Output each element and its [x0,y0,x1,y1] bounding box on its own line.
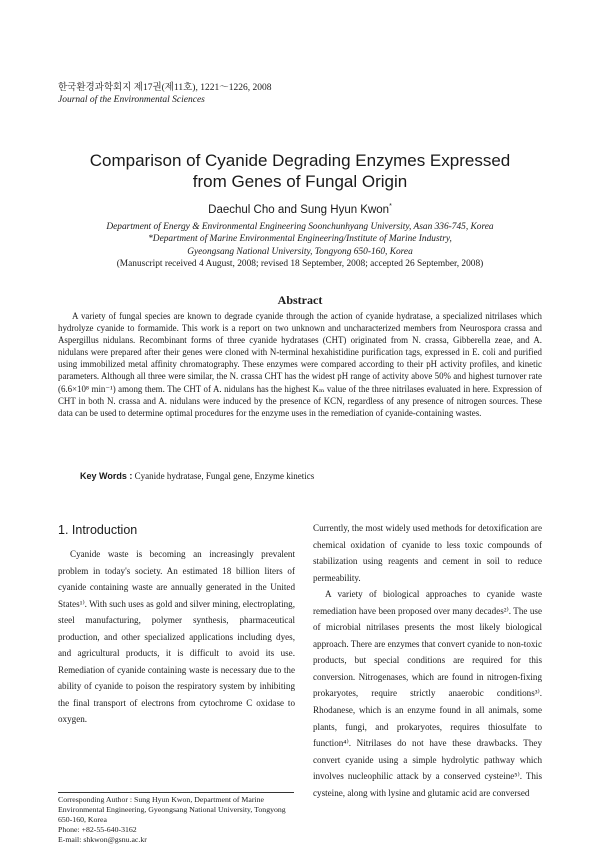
affiliation-1: Department of Energy & Environmental Engineering Soonchunhyang University, Asan 336-745, Korea [106,222,494,232]
footnote-divider [58,792,294,793]
intro-paragraph-3: A variety of biological approaches to cyanide waste remediation have been proposed over many decades²⁾. The use of microbial nitrilases presents the most likely biological approach. There are enzymes that convert cyanide to non-toxic products, but special conditions are required for this conversion. Nitrogenases, which are found in nitrogen-fixing prokaryotes, require strictly anaerobic conditions³⁾. Rhodanese, which is an enzyme found in all animals, some plants, fungi, and prokaryotes, requires thiosulfate to function⁴⁾. Nitrilases do not have these drawbacks. They convert cyanide using a simple hydrolytic pathway which involves nucleophilic attack by a conserved cysteine⁵⁾. This cysteine, along with lysine and glutamic acid are conversed [313,589,542,798]
footnote-author: Corresponding Author : Sung Hyun Kwon, Department of Marine Environmental Engineering, Gyeongsang National University, Tongyong 650-160, Korea [58,795,286,824]
intro-paragraph-2: Currently, the most widely used methods for detoxification are chemical oxidation of cyanide to less toxic compounds of stabilization using reagents and cement in soil to reduce permeability. [313,523,542,583]
section-heading-introduction: 1. Introduction [58,523,138,537]
keywords-label: Key Words : [80,471,133,481]
corresponding-author-footnote [58,795,295,845]
intro-paragraph-1: Cyanide waste is becoming an increasingly prevalent problem in today's society. An estimated 18 billion liters of cyanide containing waste are annually generated in the United States¹⁾. With such uses as gold and silver mining, electroplating, steel manufacturing, polymer synthesis, pharmaceutical production, and other specialized applications including dyes, and agricultural products, it is difficult to avoid its use. Remediation of cyanide containing waste is necessary due to the ability of cyanide to poison the respiratory system by inhibiting the final transport of electrons from cytochrome C oxidase to oxygen. [58,549,295,725]
author-mark: * [389,203,392,210]
affiliation-2: *Department of Marine Environmental Engineering/Institute of Marine Industry, [148,234,452,245]
left-column [58,520,295,728]
author-list [0,203,600,216]
footnote-email: E-mail: shkwon@gsnu.ac.kr [58,835,147,844]
keywords-value: Cyanide hydratase, Fungal gene, Enzyme kinetics [132,471,315,481]
manuscript-dates: (Manuscript received 4 August, 2008; revised 18 September, 2008; accepted 26 September, 2008) [116,258,484,269]
affiliation-3: Gyeongsang National University, Tongyong 650-160, Korea [187,246,413,257]
title-line-2: from Genes of Fungal Origin [192,172,408,191]
footnote-phone: Phone: +82-55-640-3162 [58,825,137,834]
abstract-heading: Abstract [277,293,323,307]
author-names: Daechul Cho and Sung Hyun Kwon [208,203,390,216]
abstract-body [58,310,542,419]
affiliations [40,221,560,270]
paper-title [0,150,600,192]
journal-korean: 한국환경과학회지 제17권(제11호), 1221～1226, 2008 [58,83,272,93]
right-column [313,520,542,801]
journal-header [58,82,271,106]
keywords [80,471,314,481]
title-line-1: Comparison of Cyanide Degrading Enzymes Expressed [89,151,511,170]
journal-english: Journal of the Environmental Sciences [58,95,205,105]
abstract-text: A variety of fungal species are known to degrade cyanide through the action of cyanide hydratase, a specialized nitrilases which hydrolyze cyanide to formamide. This work is a report on two unknown and uncharacterized members from Neurospora crassa and Aspergillus nidulans. Recombinant forms of three cyanide hydratases (CHT) originated from N. crassa, Gibberella zeae, and A. nidulans were prepared after their genes were cloned with N-terminal hexahistidine purification tags, expressed in E. coli and purified using immobilized metal affinity chromatography. These enzymes were compared according to their pH activity profiles, and kinetic parameters. Although all three were similar, the N. crassa CHT has the widest pH range of activity above 50% and highest turnover rate (6.6×10⁸ min⁻¹) among them. The CHT of A. nidulans has the highest Kₘ value of the three nitrilases evaluated in here. Expression of CHT in both N. crassa and A. nidulans were induced by the presence of KCN, regardless of any presence of nitrogen sources. These data can be used to determine optimal procedures for the enzyme uses in the remediation of cyanide-containing wastes. [58,311,542,418]
